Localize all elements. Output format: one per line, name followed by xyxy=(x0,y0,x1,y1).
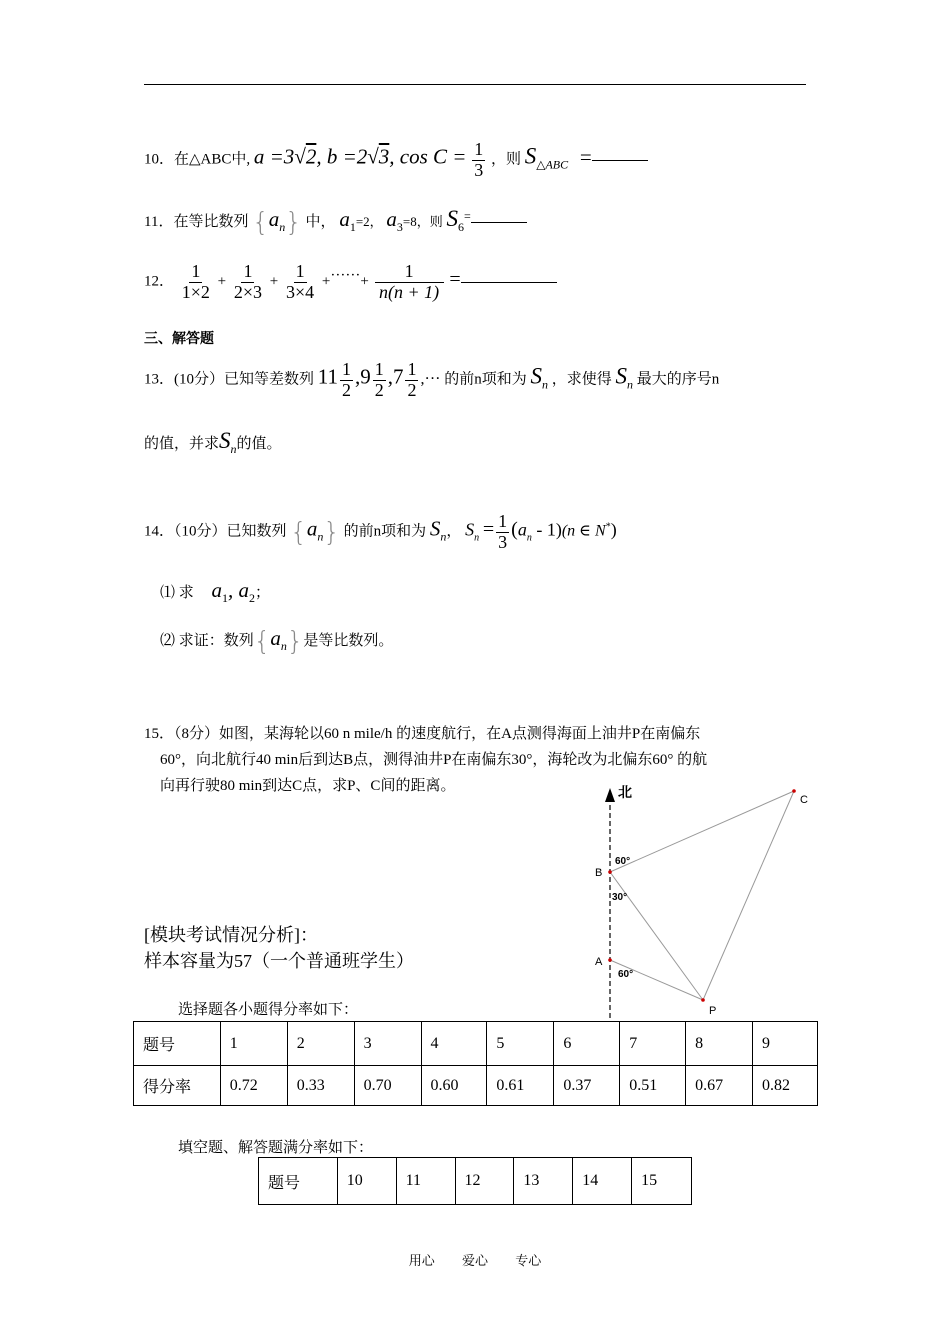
p13-half-2: $\frac{1}{2}$ xyxy=(374,359,384,400)
p13-prefix: 13．(10分）已知等差数列 xyxy=(144,371,314,388)
mc-number-cell: 4 xyxy=(421,1022,487,1066)
p11-a3: a xyxy=(386,207,397,231)
p13-sn-3: S xyxy=(219,428,231,453)
p14-q1-end: ； xyxy=(255,585,271,601)
p12-plus: + xyxy=(321,273,331,290)
p14-question-1: ⑴ 求 $a_1$, $a_2$； xyxy=(160,578,271,605)
p15-line-2: 60°，向北航行40 min后到达B点，测得油井P在南偏东30°，海轮改为北偏东60° 的航 xyxy=(160,752,708,768)
p12-plus: + xyxy=(217,273,227,290)
p13-seq-7: ,7 xyxy=(387,364,404,389)
fill-header-label: 题号 xyxy=(259,1158,338,1205)
p12-term-n: $\frac{1}{n(n + 1)}$ xyxy=(375,262,444,303)
p11-mid: 中， xyxy=(305,214,336,230)
p12-eq: = xyxy=(449,268,461,291)
angle-a-label: 60° xyxy=(618,969,634,980)
problem-12 xyxy=(144,262,557,303)
p10-fraction: $\frac{1}{3}$ xyxy=(474,139,484,180)
point-b-dot xyxy=(608,870,612,874)
point-c-label: C xyxy=(800,794,808,806)
problem-10 xyxy=(144,140,648,181)
p13-after: ，求使得 xyxy=(551,371,612,388)
p14-eq: = xyxy=(482,518,495,541)
p14-mid: 的前n项和为 xyxy=(343,523,427,540)
point-a-label: A xyxy=(595,956,603,968)
fill-header-row xyxy=(259,1158,692,1205)
footer-word-1: 用心 xyxy=(408,1253,435,1268)
p14-q2-label: ⑵ 求证：数列 xyxy=(160,633,254,649)
p14-brace-open: { xyxy=(290,517,307,548)
p10-s: S xyxy=(524,143,537,169)
p11-a1: a xyxy=(339,207,350,231)
p13-end: 最大的序号n xyxy=(636,371,720,388)
mc-header-row xyxy=(134,1022,818,1066)
angle-b-top-label: 60° xyxy=(615,856,631,867)
sample-size: 样本容量为57（一个普通班学生） xyxy=(144,951,414,971)
problem-11: 11．在等比数列 $\{a_n\}$ 中， $a_1=2$， $a_3=8$，则 $S_6^=$ xyxy=(144,206,527,238)
section-3-heading: 三、解答题 xyxy=(144,331,214,347)
p11-eq: = xyxy=(464,209,471,223)
fill-number-cell: 14 xyxy=(573,1158,632,1205)
p14-condition: (n ∈ N xyxy=(561,522,606,540)
p14-condition-close: ) xyxy=(610,519,617,540)
p14-q2-brace-close: } xyxy=(286,626,304,657)
mc-rate-cell: 0.72 xyxy=(220,1066,287,1106)
p10-sqrt3: √3 xyxy=(367,144,390,169)
fill-number-cell: 15 xyxy=(632,1158,692,1205)
mc-number-cell: 6 xyxy=(554,1022,620,1066)
p13-line2-end: 的值。 xyxy=(236,436,282,452)
p13-line2-prefix: 的值，并求 xyxy=(144,436,220,452)
north-arrow-icon xyxy=(605,788,615,802)
p13-half-3: $\frac{1}{2}$ xyxy=(407,359,417,400)
p14-third: $\frac{1}{3}$ xyxy=(498,511,508,552)
p10-s-sub: △ABC xyxy=(536,157,569,172)
point-a-dot xyxy=(608,958,612,962)
p14-q2-an: a xyxy=(270,626,281,650)
p15-line-1: 15．（8分）如图，某海轮以60 n mile/h 的速度航行，在A点测得海面上油井P在南偏东 xyxy=(144,726,701,742)
p14-sn: S xyxy=(429,516,441,541)
p12-term-3: $\frac{1}{3\times 4}$ xyxy=(286,261,315,302)
p14-sn-lhs: S xyxy=(465,519,475,540)
p14-q1-a1: a xyxy=(211,578,223,602)
mc-rate-cell: 0.60 xyxy=(421,1066,487,1106)
mc-rate-row xyxy=(134,1066,818,1106)
p11-answer-blank xyxy=(471,222,527,223)
p13-seq-tail: ,··· xyxy=(420,370,441,388)
p10-eq: = xyxy=(579,144,592,169)
mc-rate-cell: 0.33 xyxy=(287,1066,354,1106)
p13-sn: S xyxy=(530,363,542,389)
p14-condition-sup: * xyxy=(605,521,611,533)
p11-s6: S xyxy=(446,206,458,231)
p11-a3-val: =8，则 xyxy=(402,214,443,229)
page-footer xyxy=(0,1250,950,1269)
p12-term-1: $\frac{1}{1\times 2}$ xyxy=(181,261,210,302)
segment-pc xyxy=(703,791,794,1000)
mc-rate-cell: 0.61 xyxy=(487,1066,554,1106)
p14-q2-brace-open: { xyxy=(253,626,271,657)
navigation-diagram xyxy=(590,780,820,1020)
p14-q1-a2: , a xyxy=(228,578,250,602)
fill-score-table xyxy=(258,1157,692,1205)
mc-number-cell: 7 xyxy=(620,1022,686,1066)
mc-caption: 选择题各小题得分率如下： xyxy=(178,1002,359,1018)
footer-word-2: 爱心 xyxy=(461,1253,488,1268)
p14-comma: ， xyxy=(446,523,462,540)
p13-mid: 的前n项和为 xyxy=(444,371,527,388)
mc-rate-label: 得分率 xyxy=(134,1066,221,1106)
p12-term-2: $\frac{1}{2\times 3}$ xyxy=(233,261,263,302)
mc-number-cell: 1 xyxy=(220,1022,287,1066)
footer-word-3: 专心 xyxy=(515,1253,542,1268)
header-rule xyxy=(144,84,806,85)
mc-rate-cell: 0.67 xyxy=(686,1066,753,1106)
p12-answer-blank xyxy=(461,282,557,283)
p11-an: a xyxy=(268,207,280,231)
p10-answer-blank xyxy=(592,160,648,161)
p12-plus: + xyxy=(360,273,369,290)
north-label: 北 xyxy=(618,784,632,800)
point-b-label: B xyxy=(595,867,603,879)
p14-question-2: ⑵ 求证：数列$\{a_n\}$是等比数列。 xyxy=(160,626,394,657)
angle-b-bottom-label: 30° xyxy=(612,892,628,903)
p10-sqrt2: √2 xyxy=(294,144,317,169)
mc-header-label: 题号 xyxy=(134,1022,221,1066)
problem-13-line-1: 13．(10分）已知等差数列 11 $\frac{1}{2}$ ,9 $\frac{1}{2}$ ,7 $\frac{1}{2}$ ,··· 的前n项和为 $S_n$ ，求使得 $S_n$ 最大的序号n xyxy=(144,359,720,400)
p14-brace-close: } xyxy=(323,517,340,548)
p13-half-1: $\frac{1}{2}$ xyxy=(341,359,351,400)
problem-13-line-2: 的值，并求$S_n$的值。 xyxy=(144,428,282,456)
mc-number-cell: 2 xyxy=(287,1022,354,1066)
p10-prefix: 10．在△ABC中, xyxy=(144,151,251,168)
p14-paren-a: a xyxy=(517,519,527,540)
point-p-dot xyxy=(701,998,705,1002)
mc-rate-cell: 0.70 xyxy=(354,1066,421,1106)
p11-prefix: 11．在等比数列 xyxy=(144,214,249,230)
mc-number-cell: 9 xyxy=(753,1022,818,1066)
mc-score-table xyxy=(133,1021,818,1106)
point-c-dot xyxy=(792,789,796,793)
p13-seq-9: ,9 xyxy=(354,364,371,389)
segment-bc xyxy=(610,791,794,872)
fill-number-cell: 11 xyxy=(396,1158,455,1205)
p10-cos: , cos C = xyxy=(389,144,467,169)
p13-sn-2: S xyxy=(615,363,627,389)
fill-number-cell: 12 xyxy=(455,1158,514,1205)
p15-line-3: 向再行驶80 min到达C点，求P、C间的距离。 xyxy=(160,778,456,794)
mc-number-cell: 5 xyxy=(487,1022,554,1066)
mc-rate-cell: 0.82 xyxy=(753,1066,818,1106)
p12-dots: ······ xyxy=(330,267,361,284)
fill-number-cell: 10 xyxy=(337,1158,396,1205)
p14-prefix: 14．（10分）已知数列 xyxy=(144,523,287,540)
mc-number-cell: 8 xyxy=(686,1022,753,1066)
p11-brace-close: } xyxy=(285,207,302,238)
p11-a1-val: =2， xyxy=(355,214,383,229)
p12-plus: + xyxy=(269,273,279,290)
p14-paren-open: ( xyxy=(511,518,518,541)
fill-caption: 填空题、解答题满分率如下： xyxy=(178,1140,374,1156)
point-p-label: P xyxy=(709,1005,717,1017)
mc-rate-cell: 0.51 xyxy=(620,1066,686,1106)
fill-number-cell: 13 xyxy=(514,1158,573,1205)
p12-label: 12． xyxy=(144,273,175,290)
p14-minus-one: - 1) xyxy=(531,519,562,540)
p10-then: ，则 xyxy=(490,151,521,168)
mc-number-cell: 3 xyxy=(354,1022,421,1066)
p10-a: a =3 xyxy=(253,144,295,169)
p14-an: a xyxy=(306,516,318,541)
mc-rate-cell: 0.37 xyxy=(554,1066,620,1106)
p10-b: , b =2 xyxy=(316,144,368,169)
p13-seq-11: 11 xyxy=(317,364,338,389)
p14-q1-label: ⑴ 求 xyxy=(160,585,194,601)
analysis-title: [模块考试情况分析]： xyxy=(144,925,318,945)
p11-brace-open: { xyxy=(252,207,269,238)
problem-14: 14．（10分）已知数列 $\{a_n\}$ 的前n项和为 $S_n$， $S_n$ = $\frac{1}{3}$ $(a_n - 1)(n$ ∈ N*) xyxy=(144,511,617,552)
p14-q2-end: 是等比数列。 xyxy=(303,633,394,649)
